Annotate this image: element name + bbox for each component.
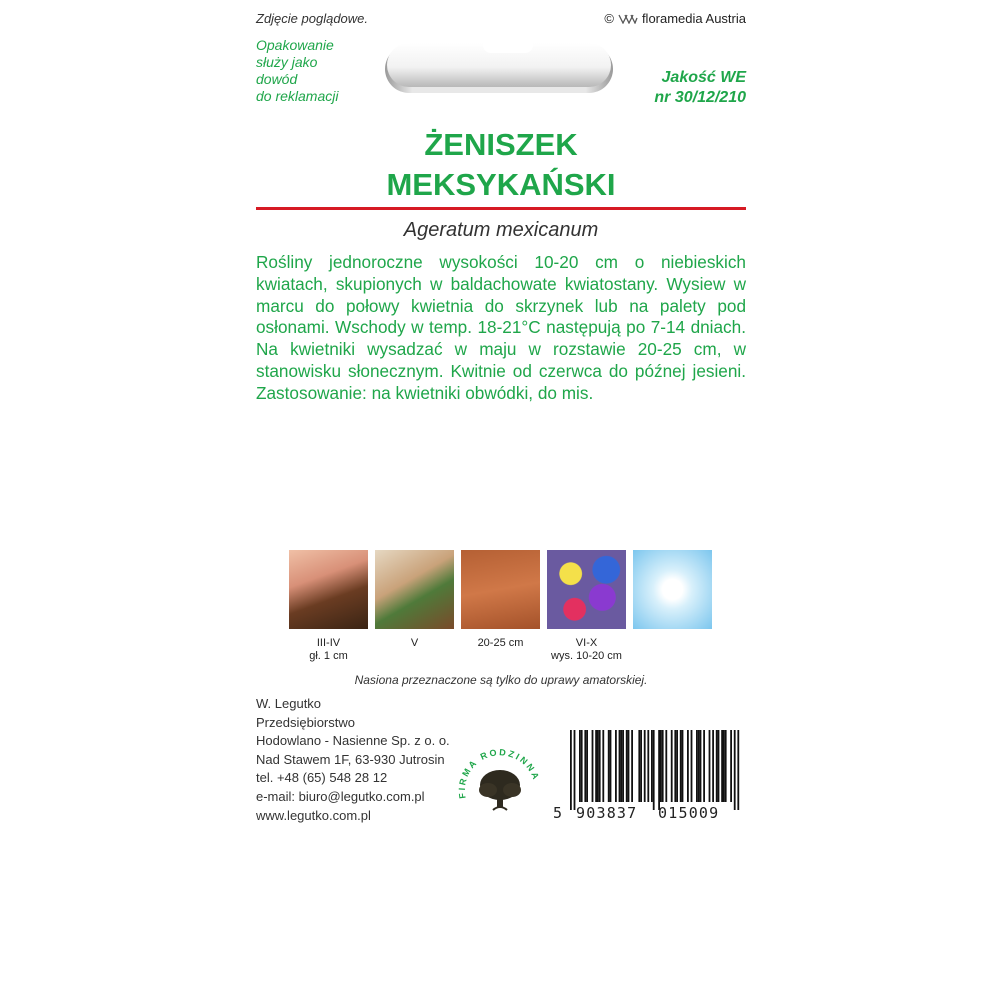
barcode-bar (622, 730, 624, 802)
icon-caption (633, 637, 712, 663)
planting-seedling-icon (375, 550, 454, 629)
icon-caption-line: V (410, 637, 419, 649)
barcode-bar (619, 730, 621, 802)
barcode-bar (737, 730, 739, 810)
illustrative-photo-note: Zdjęcie poglądowe. (256, 11, 369, 26)
company-name: W. Legutko (256, 696, 322, 711)
complaint-note-line: służy jako (256, 54, 318, 70)
barcode-bar (691, 730, 693, 802)
quality-line-1: Jakość WE (661, 69, 746, 86)
company-line: Hodowlano - Nasienne Sp. z o. o. (256, 733, 450, 749)
complaint-note (256, 37, 376, 105)
barcode-bar (682, 730, 684, 802)
copyright-line (604, 11, 746, 26)
barcode-bar (709, 730, 711, 802)
barcode-bar (671, 730, 673, 802)
barcode-bar (718, 730, 720, 802)
icon-caption-line: VI-X (575, 637, 598, 649)
barcode-bar (597, 730, 599, 802)
barcode-bar (620, 730, 622, 802)
barcode-bar (725, 730, 727, 802)
barcode-bar (676, 730, 678, 802)
company-address-line: Nad Stawem 1F, 63-930 Jutrosin (256, 751, 445, 767)
barcode-bar (734, 730, 736, 810)
complaint-note-line: Opakowanie (256, 37, 334, 53)
company-address (256, 695, 450, 825)
family-company-stamp-icon (455, 740, 545, 830)
barcode-bar (602, 730, 604, 802)
stamp-text: FIRMA RODZINNA (456, 747, 542, 800)
icon-caption-line: III-IV (316, 637, 341, 649)
barcode-bar (687, 730, 689, 802)
copyright-symbol: © (604, 11, 614, 26)
icon-caption (289, 637, 368, 663)
icon-caption-line: 20-25 cm (477, 637, 524, 649)
barcode-bar (615, 730, 617, 802)
cultivation-icons (289, 550, 712, 629)
barcode-bar (599, 730, 601, 802)
floramedia-logo-icon (618, 14, 638, 24)
barcode-bar (723, 730, 725, 802)
quality-certificate (654, 68, 746, 108)
barcode-bar (696, 730, 698, 802)
product-description: Rośliny jednoroczne wysokości 10-20 cm o niebieskich kwiatach, skupionych w baldachowate kwiatostany. Wysiew w marcu do połowy kwietnia do skrzynek lub na palety pod osłonami. Wschody w temp. 18-21°C następują po 7-14 dniach. Na kwietniki wysadzać w maju w rozstawie 20-25 cm, w stanowisku słonecznym. Kwitnie od czerwca do późnej jesieni. Zastosowanie: na kwietniki obwódki, do mis. (256, 252, 746, 403)
barcode-bar (660, 730, 662, 802)
icon-caption (375, 637, 454, 663)
barcode-bar (638, 730, 640, 802)
barcode-digits-right: 015009 (658, 804, 720, 822)
barcode-bar (610, 730, 612, 802)
barcode-bar (640, 730, 642, 802)
icon-caption (461, 637, 540, 663)
hanging-hole (385, 37, 613, 95)
barcode-bar (674, 730, 676, 802)
product-title-line-2: MEKSYKAŃSKI (386, 167, 616, 202)
company-email: e-mail: biuro@legutko.com.pl (256, 788, 425, 804)
barcode-bar (644, 730, 646, 802)
barcode-bar (700, 730, 702, 802)
barcode-bar (698, 730, 700, 802)
barcode-bar (662, 730, 664, 802)
company-website: www.legutko.com.pl (256, 807, 371, 823)
barcode-bar (626, 730, 628, 802)
barcode-bar (712, 730, 714, 802)
barcode-digit-first: 5 (553, 804, 563, 822)
sun-icon (633, 550, 712, 629)
tree-icon (479, 770, 521, 810)
barcode-bar (579, 730, 581, 802)
barcode-bar (653, 730, 655, 810)
barcode-bar (680, 730, 682, 802)
flowers-icon (547, 550, 626, 629)
barcode-bar (716, 730, 718, 802)
barcode-digits-left: 903837 (576, 804, 638, 822)
cultivation-captions (289, 637, 712, 663)
copyright-text: floramedia Austria (641, 11, 746, 26)
barcode-bar (703, 730, 705, 802)
barcode-bar (574, 730, 576, 810)
barcode-bar (651, 730, 653, 802)
icon-caption-line: wys. 10-20 cm (551, 650, 622, 662)
spacing-soil-icon (461, 550, 540, 629)
icon-caption (547, 637, 626, 663)
barcode-bar (647, 730, 649, 802)
amateur-use-note: Nasiona przeznaczone są tylko do uprawy amatorskiej. (354, 673, 648, 687)
company-phone: tel. +48 (65) 548 28 12 (256, 770, 388, 786)
barcode-bar (721, 730, 723, 802)
barcode-bar (570, 730, 572, 810)
sowing-hands-icon (289, 550, 368, 629)
barcode-bar (730, 730, 732, 802)
barcode-bar (595, 730, 597, 802)
barcode-bar (628, 730, 630, 802)
latin-name: Ageratum mexicanum (403, 219, 599, 241)
barcode-bar (586, 730, 588, 802)
barcode-bar (631, 730, 633, 802)
complaint-note-line: dowód (256, 71, 298, 87)
complaint-note-line: do reklamacji (256, 88, 339, 104)
barcode-bar (658, 730, 660, 810)
barcode-bar (584, 730, 586, 802)
barcode-bar (608, 730, 610, 802)
product-title-line-1: ŻENISZEK (424, 127, 578, 162)
ean-barcode (552, 730, 746, 822)
product-title (256, 125, 746, 205)
quality-line-2: nr 30/12/210 (654, 89, 746, 106)
icon-caption-line: gł. 1 cm (309, 650, 348, 662)
company-line: Przedsiębiorstwo (256, 714, 355, 730)
title-divider (256, 207, 746, 210)
barcode-bar (581, 730, 583, 802)
barcode-bar (592, 730, 594, 802)
barcode-bar (665, 730, 667, 802)
